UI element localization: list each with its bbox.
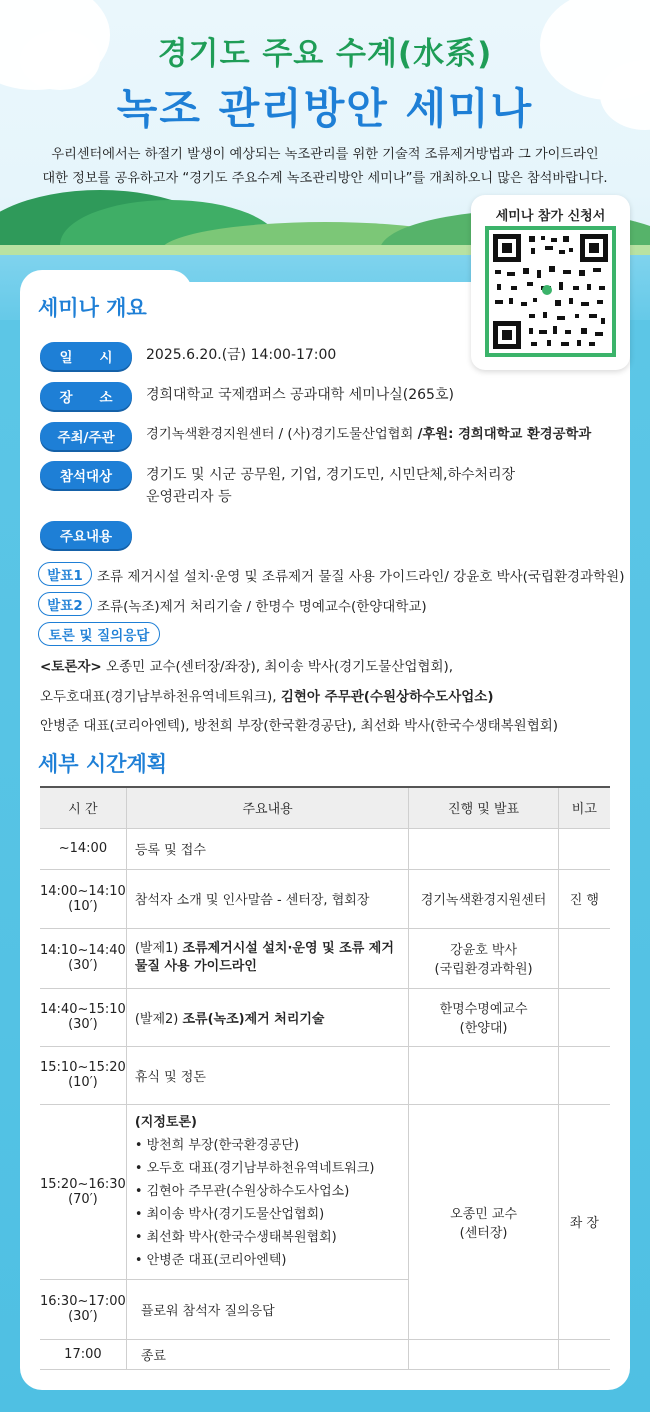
title-line-2: 녹조 관리방안 세미나 [116,84,534,133]
table-row [40,1046,610,1104]
presentation-2-text: 조류(녹조)제거 처리기술 / 한명수 명예교수(한양대학교) [97,599,427,615]
cell-content: (지정토론) • 방천희 부장(한국환경공단) • 오두호 대표(경기남부하천유역네트워크) • 김현아 주무관(수원상하수도사업소) • 최이송 박사(경기도물산업협회) • 최선화 박사(한국수생태복원협회) • 안병준 대표(코리아엔텍) [126,1104,409,1279]
panel-line-1: <토론자> 오종민 교수(센터장/좌장), 최이송 박사(경기도물산업협회), [40,659,454,675]
cell-content: 종료 [126,1339,409,1369]
qr-label: 세미나 참가 신청서 [495,209,606,224]
label-main-content: 주요내용 [40,521,132,549]
table-row [40,1104,610,1279]
table-row [40,1339,610,1369]
qr-application-box[interactable] [471,195,630,370]
cell-time: 16:30~17:00 (30′) [40,1279,126,1339]
value-audience: 경기도 및 시군 공무원, 기업, 경기도민, 시민단체,하수처리장 운영관리자 등 [146,467,516,505]
cell-content: 참석자 소개 및 인사말씀 - 센터장, 협회장 [126,869,409,928]
cell-time: 15:10~15:20 (10′) [40,1046,126,1104]
value-host: 경기녹색환경지원센터 / (사)경기도물산업협회 /후원: 경희대학교 환경공학과 [146,427,592,442]
title-line-1: 경기도 주요 수계(水系) [157,36,493,72]
presentation-1-tag: 발표1 [38,562,92,586]
presentation-2-tag: 발표2 [38,592,92,616]
table-row [40,869,610,928]
table-header-row [40,787,610,828]
header-presenter: 진행 및 발표 [409,787,558,828]
schedule-title: 세부 시간계획 [38,752,168,776]
cell-content: 휴식 및 정돈 [126,1046,409,1104]
qr-code-icon[interactable] [485,226,616,357]
table-row [40,828,610,869]
overview-title: 세미나 개요 [38,296,147,320]
cell-time: 17:00 [40,1339,126,1369]
header-note: 비고 [558,787,610,828]
cell-presenter: 오종민 교수 (센터장) [409,1104,558,1339]
cell-time: ~14:00 [40,828,126,869]
cell-note: 진 행 [558,869,610,928]
cell-time: 14:10~14:40 (30′) [40,928,126,988]
cell-time: 14:00~14:10 (10′) [40,869,126,928]
schedule-table [40,786,610,1370]
cell-time: 14:40~15:10 (30′) [40,988,126,1046]
cell-presenter: 한명수명예교수 (한양대) [409,988,558,1046]
cell-content: (발제1) 조류제거시설 설치·운영 및 조류 제거 물질 사용 가이드라인 [126,928,409,988]
cell-note: 좌 장 [558,1104,610,1339]
table-row [40,928,610,988]
label-date: 일 시 [40,342,132,370]
cell-presenter: 강윤호 박사 (국립환경과학원) [409,928,558,988]
panel-line-2: 오두호대표(경기남부하천유역네트워크), 김현아 주무관(수원상하수도사업소) [40,689,494,705]
header-time: 시 간 [40,787,126,828]
cell-presenter: 경기녹색환경지원센터 [409,869,558,928]
table-row [40,988,610,1046]
cell-content: (발제2) 조류(녹조)제거 처리기술 [126,988,409,1046]
intro-text: 우리센터에서는 하절기 발생이 예상되는 녹조관리를 위한 기술적 조류제거방법과 그 가이드라인 대한 정보를 공유하고자 “경기도 주요수계 녹조관리방안 세미나”를 개최하오니 많은 참석바랍니다. [42,147,608,186]
label-host: 주최/주관 [40,422,132,450]
cell-time: 15:20~16:30 (70′) [40,1104,126,1279]
value-date: 2025.6.20.(금) 14:00-17:00 [146,347,337,363]
value-venue: 경희대학교 국제캠퍼스 공과대학 세미나실(265호) [146,387,454,403]
cell-content: 등록 및 접수 [126,828,409,869]
label-audience: 참석대상 [40,461,132,489]
panel-line-3: 안병준 대표(코리아엔텍), 방천희 부장(한국환경공단), 최선화 박사(한국수생태복원협회) [40,718,559,734]
header-content: 주요내용 [126,787,409,828]
presentation-1-text: 조류 제거시설 설치·운영 및 조류제거 물질 사용 가이드라인/ 강윤호 박사(국립환경과학원) [97,569,625,585]
cell-content: 플로워 참석자 질의응답 [126,1279,409,1339]
discussion-tag: 토론 및 질의응답 [38,622,160,646]
label-venue: 장 소 [40,382,132,410]
